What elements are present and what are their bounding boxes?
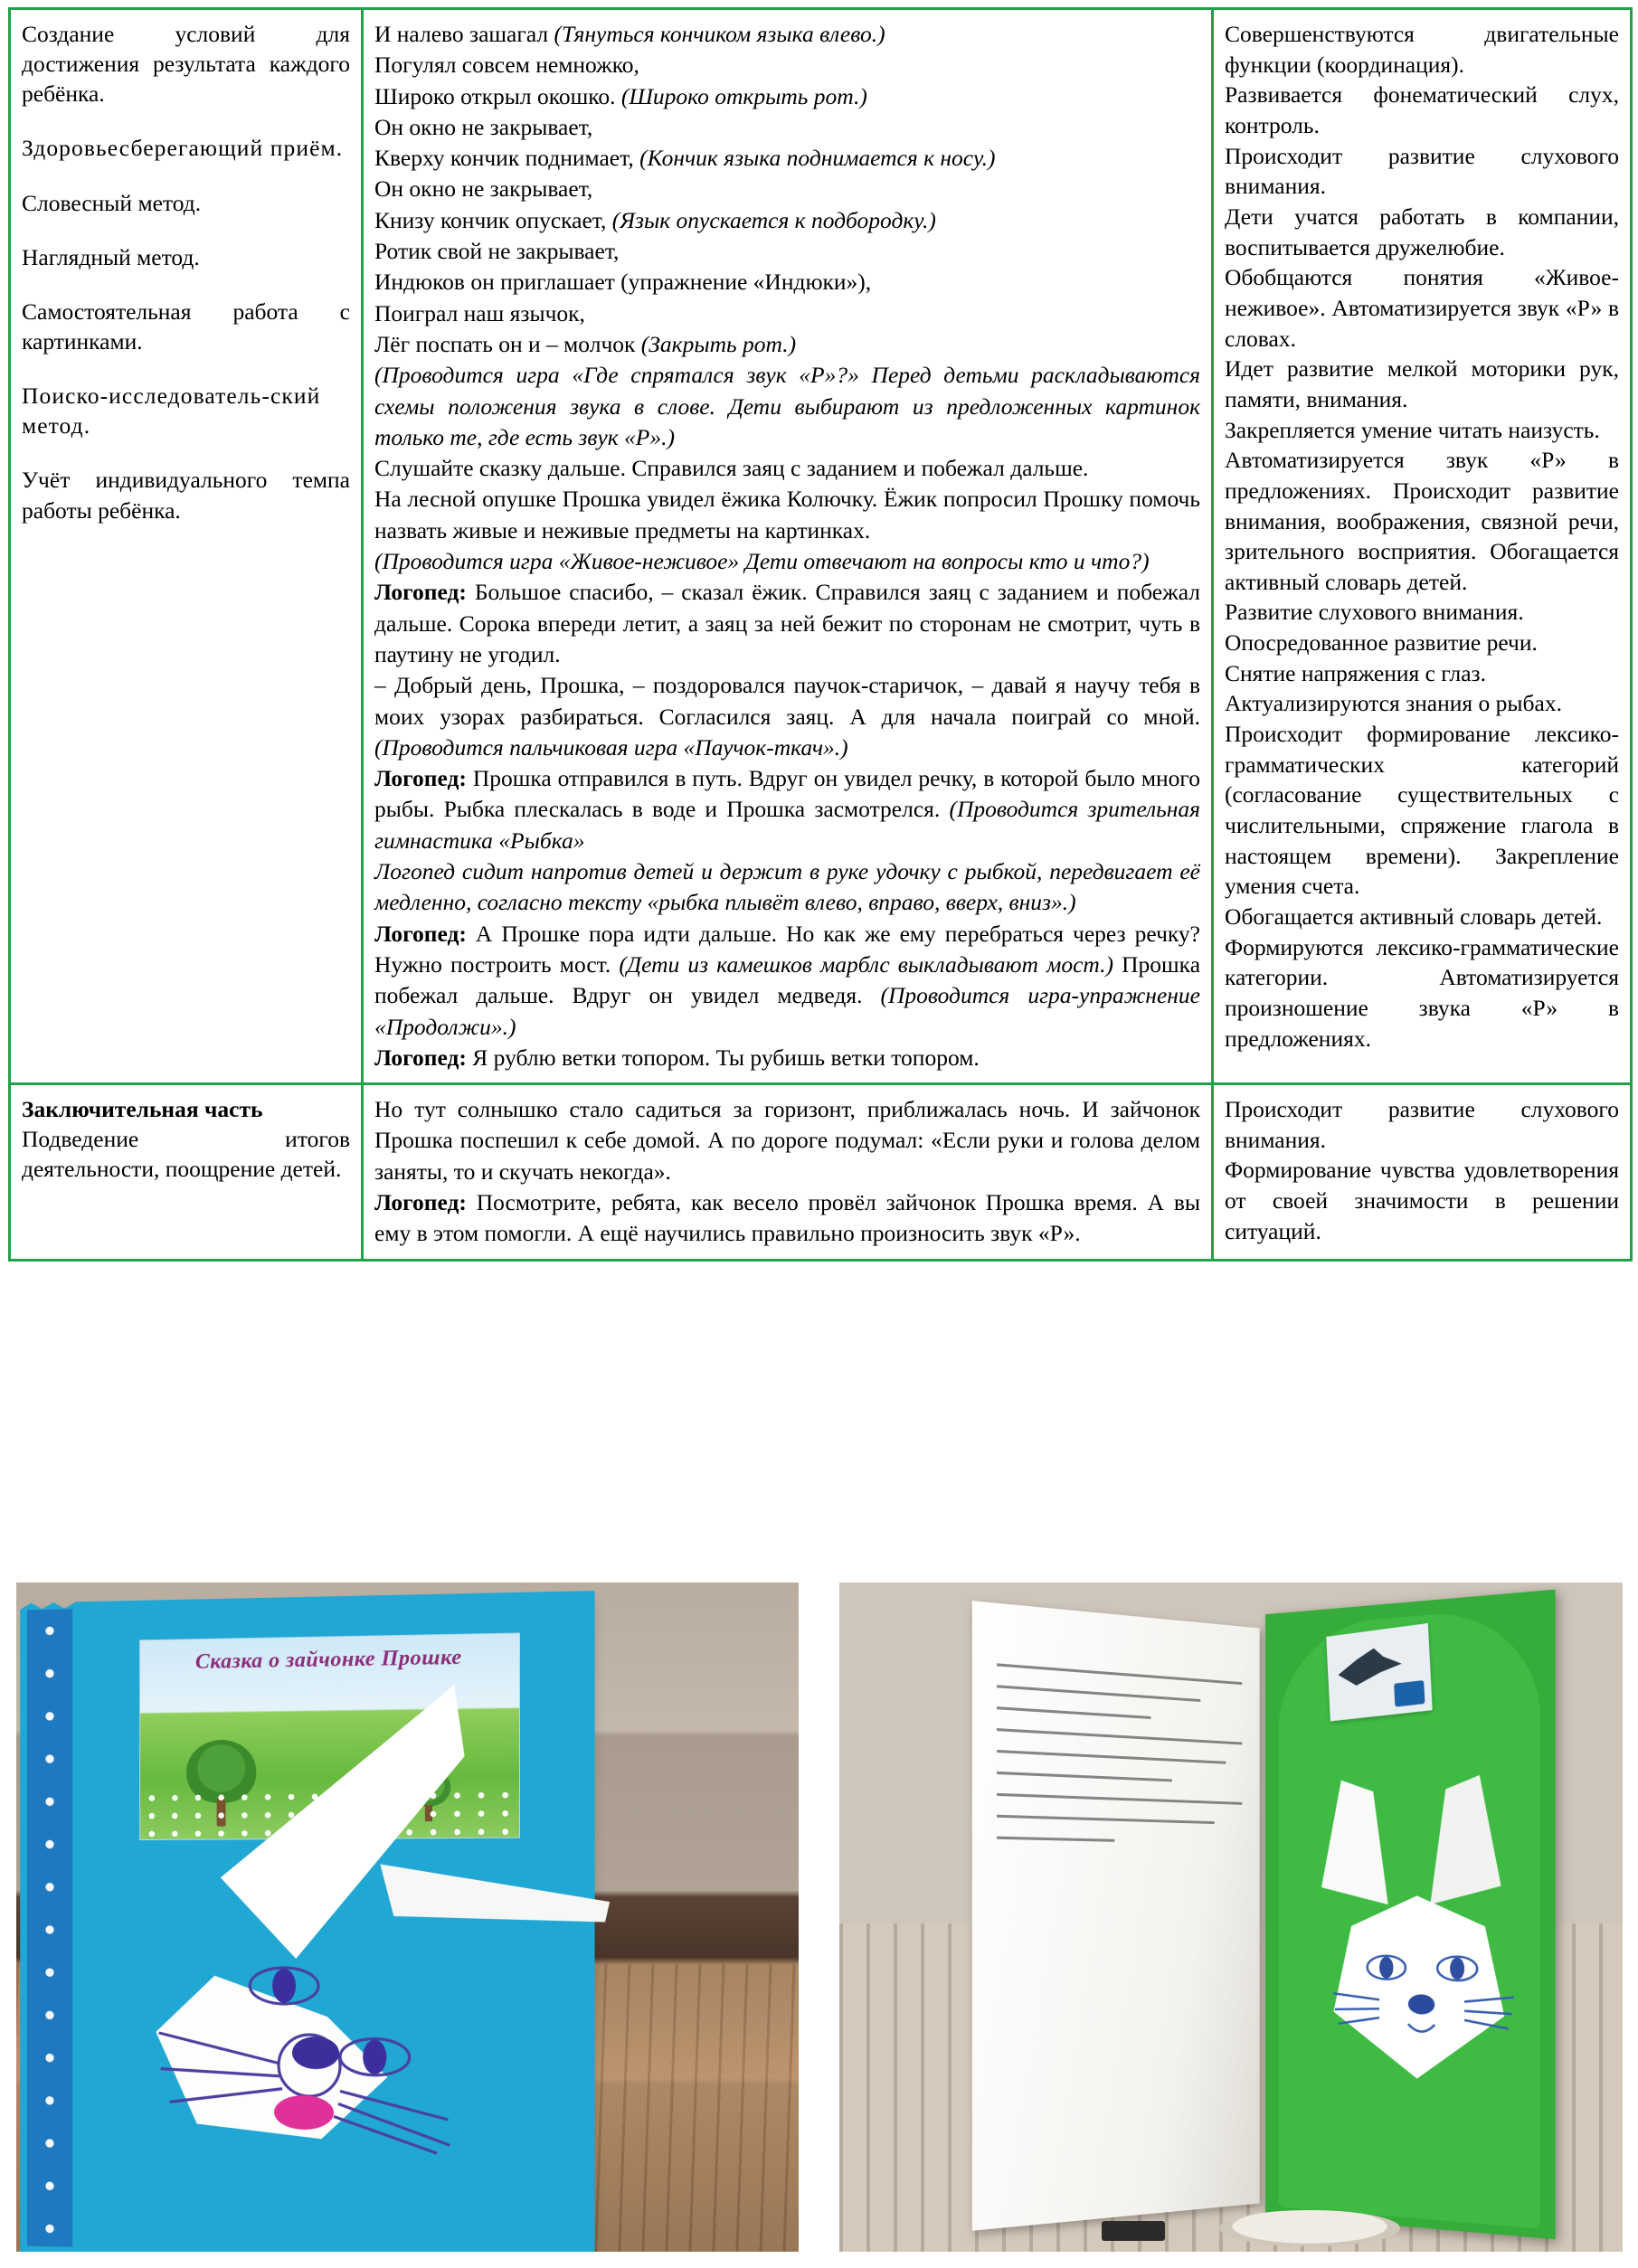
- book-page-left: [972, 1601, 1260, 2231]
- script-stage-direction: (Язык опускается к подбородку.): [611, 206, 936, 233]
- script-line: [374, 298, 1200, 329]
- speaker-label: Логопед:: [374, 1044, 467, 1071]
- script-line: [374, 453, 1200, 484]
- script-stage-direction: (Широко открыть рот.): [620, 82, 867, 109]
- script-text: Но тут солнышко стало садиться за горизонт, приближалась ночь. И зайчонок Прошка поспешил к себе домой. А по дороге подумал: «Если руки и голова делом заняты, то и скучать некогда».: [374, 1096, 1200, 1185]
- script-text: Погулял совсем немножко,: [374, 52, 639, 79]
- script-text: Поиграл наш язычок,: [374, 299, 585, 326]
- final-part-heading: Заключительная часть: [22, 1096, 263, 1123]
- method-paragraph: Создание условий для достижения результата каждого ребёнка.: [22, 21, 350, 108]
- script-line: [374, 267, 1200, 298]
- methods-cell: [10, 9, 363, 1084]
- table-row: [10, 9, 1632, 1084]
- outcome-paragraph: Происходит развитие слухового внимания.: [1225, 142, 1619, 200]
- script-text: Индюков он приглашает (упражнение «Индюки»),: [374, 269, 872, 296]
- outcome-paragraph: Происходит формирование лексико-грамматических категорий (согласование существительных с числительными, спряжение глагола в настоящем времени). Закрепление умения счета.: [1225, 721, 1619, 900]
- script-line: [374, 50, 1200, 80]
- bunny2-face-drawing: [1327, 1887, 1522, 2093]
- script-line: [374, 236, 1200, 267]
- outcome-paragraph: Обогащается активный словарь детей.: [1225, 903, 1603, 931]
- method-paragraph: Словесный метод.: [22, 189, 202, 216]
- method-paragraph: Учёт индивидуального темпа работы ребёнка.: [22, 467, 350, 524]
- script-text: Посмотрите, ребята, как весело провёл зайчонок Прошка время. А вы ему в этом помогли. А ещё научились правильно произносить звук «Р».: [374, 1188, 1200, 1247]
- final-part-text: Подведение итогов деятельности, поощрение детей.: [22, 1126, 350, 1183]
- script-text: – Добрый день, Прошка, – поздоровался паучок-старичок, – давай я научу тебя в моих узорах разбираться. Согласился заяц. А для начала поиграй со мной.: [374, 672, 1200, 730]
- script-stage-direction: (Проводится игра-упражнение «Продолжи».): [374, 982, 1200, 1040]
- outcome-paragraph: Формирование чувства удовлетворения от своей значимости в решении ситуаций.: [1225, 1157, 1619, 1244]
- script-line: [374, 763, 1200, 856]
- photo-open-book-bunny: [839, 1583, 1623, 2252]
- photo-gallery: [0, 1583, 1638, 2268]
- green-panel: [1278, 1606, 1540, 2229]
- script-line: [374, 205, 1200, 236]
- outcome-paragraph: Актуализируются знания о рыбах.: [1225, 690, 1562, 717]
- script-line: [374, 1043, 1200, 1073]
- script-text: Большое спасибо, – сказал ёжик. Справился заяц с заданием и побежал дальше. Сорока впереди летит, а заяц за ней бежит по сторонам не смотрит, чуть в паутину не угодил.: [374, 579, 1200, 667]
- script-stage-direction: (Проводится игра «Где спрятался звук «Р»?» Перед детьми раскладываются схемы положения звука в слове. Дети выбирают из предложенных картинок только те, где есть звук «Р».): [374, 362, 1200, 450]
- speaker-label: Логопед:: [374, 579, 467, 606]
- speaker-label: Логопед:: [374, 765, 467, 792]
- outcome-paragraph: Обобщаются понятия «Живое-неживое». Автоматизируется звук «Р» в словах.: [1225, 264, 1619, 352]
- script-stage-direction: (Кончик языка поднимается к носу.): [639, 145, 996, 172]
- script-text: Ротик свой не закрывает,: [374, 238, 620, 265]
- script-line: [374, 919, 1200, 1043]
- plate-stand: [1219, 2210, 1400, 2246]
- script-line: [374, 19, 1200, 50]
- script-text: Кверху кончик поднимает,: [374, 145, 640, 172]
- final-script-cell: [363, 1084, 1213, 1260]
- table-row: [10, 1084, 1632, 1260]
- script-text: А Прошке пора идти дальше. Но как же ему перебраться через речку? Нужно построить мост.: [374, 920, 1200, 978]
- outcome-paragraph: Автоматизируется звук «Р» в предложениях. Происходит развитие внимания, воображения, связной речи, зрительного восприятия. Обогащается активный словарь детей.: [1225, 447, 1619, 595]
- method-paragraph: Поиско-исследователь-ский метод.: [22, 383, 321, 439]
- script-text: Прошка отправился в путь. Вдруг он увидел речку, в которой было много рыбы. Рыбка плескалась в воде и Прошка засмотрелся.: [374, 765, 1200, 823]
- speaker-label: Логопед:: [374, 920, 467, 947]
- script-text: Лёг поспать он и – молчок: [374, 330, 641, 357]
- script-stage-direction: (Тянуться кончиком языка влево.): [554, 21, 885, 47]
- method-paragraph: Самостоятельная работа с картинками.: [22, 298, 350, 354]
- bird-sticker: [1326, 1623, 1433, 1722]
- final-outcomes-cell: [1213, 1084, 1632, 1260]
- script-line: [374, 329, 1200, 360]
- script-line: [374, 81, 1200, 112]
- script-line: [374, 112, 1200, 143]
- outcome-paragraph: Снятие напряжения с глаз.: [1225, 659, 1486, 686]
- outcome-paragraph: Происходит развитие слухового внимания.: [1225, 1096, 1619, 1153]
- script-stage-direction: Логопед сидит напротив детей и держит в руке удочку с рыбкой, передвигает её медленно, согласно тексту «рыбка плывёт влево, вправо, вверх, вниз».): [374, 858, 1200, 916]
- script-text: Я рублю ветки топором. Ты рубишь ветки топором.: [466, 1044, 980, 1071]
- script-line: [374, 1187, 1200, 1250]
- script-stage-direction: (Закрыть рот.): [640, 330, 797, 357]
- outcome-paragraph: Развитие слухового внимания.: [1225, 599, 1524, 626]
- printed-text-lines: [997, 1663, 1242, 1936]
- script-stage-direction: (Проводится игра «Живое-неживое» Дети отвечают на вопросы кто и что?): [374, 548, 1150, 575]
- speaker-label: Логопед:: [374, 1188, 467, 1215]
- origami-bunny2-ear-left: [1321, 1779, 1388, 1905]
- script-line: [374, 174, 1200, 204]
- binder-clip: [1102, 2221, 1165, 2241]
- script-line: [374, 360, 1200, 453]
- book-spine-decor: [27, 1609, 72, 2246]
- outcome-paragraph: Закрепляется умение читать наизусть.: [1225, 416, 1600, 443]
- book-page-right-green: [1265, 1590, 1556, 2240]
- badge-icon: [1394, 1680, 1425, 1707]
- script-line: [374, 1094, 1200, 1187]
- script-stage-direction: (Проводится зрительная гимнастика «Рыбка»: [374, 796, 1200, 854]
- flower-pattern: [27, 1609, 72, 2246]
- craft-book-blue: [27, 1598, 587, 2252]
- outcome-paragraph: Идет развитие мелкой моторики рук, памяти, внимания.: [1225, 355, 1619, 412]
- outcome-paragraph: Формируются лексико-грамматические категории. Автоматизируется произношение звука «Р» в предложениях.: [1225, 933, 1619, 1052]
- outcome-paragraph: Совершенствуются двигательные функции (координация).: [1225, 21, 1619, 78]
- outcomes-cell: [1213, 9, 1632, 1084]
- method-paragraph: Наглядный метод.: [22, 243, 200, 270]
- bunny-face-drawing: [150, 1875, 476, 2158]
- script-text: Прошка побежал дальше. Вдруг он увидел медведя.: [374, 950, 1201, 1009]
- script-text: Широко открыл окошко.: [374, 82, 621, 109]
- script-stage-direction: (Проводится пальчиковая игра «Паучок-ткач».): [374, 733, 848, 761]
- script-text: Он окно не закрывает,: [374, 175, 593, 203]
- script-line: [374, 484, 1200, 546]
- script-text: На лесной опушке Прошка увидел ёжика Колючку. Ёжик попросил Прошку помочь назвать живые и неживые предметы на картинках.: [374, 486, 1200, 543]
- outcome-paragraph: Опосредованное развитие речи.: [1225, 629, 1538, 657]
- method-paragraph: Здоровьесберегающий приём.: [22, 135, 344, 162]
- script-line: [374, 143, 1200, 174]
- script-stage-direction: (Дети из камешков марблс выкладывают мост.): [619, 950, 1114, 978]
- lesson-plan-table: [8, 7, 1633, 1262]
- script-text: Слушайте сказку дальше. Справился заяц с заданием и побежал дальше.: [374, 455, 1089, 482]
- photo-origami-bunny-cover: [16, 1583, 799, 2252]
- script-line: [374, 546, 1200, 577]
- script-text: И налево зашагал: [374, 21, 554, 47]
- document-page: [0, 7, 1638, 2268]
- outcome-paragraph: Дети учатся работать в компании, воспитывается дружелюбие.: [1225, 203, 1619, 260]
- lesson-script-cell: [363, 9, 1213, 1084]
- final-part-cell: [10, 1084, 363, 1260]
- script-text: Он окно не закрывает,: [374, 113, 593, 140]
- script-text: Книзу кончик опускает,: [374, 206, 612, 233]
- script-line: [374, 577, 1200, 670]
- bird-icon: [1337, 1641, 1403, 1692]
- script-line: [374, 670, 1200, 763]
- origami-bunny2-ear-right: [1430, 1774, 1501, 1904]
- outcome-paragraph: Развивается фонематический слух, контроль.: [1225, 81, 1619, 138]
- craft-title-text: Сказка о зайчонке Прошке: [194, 1645, 462, 1674]
- script-line: [374, 856, 1200, 919]
